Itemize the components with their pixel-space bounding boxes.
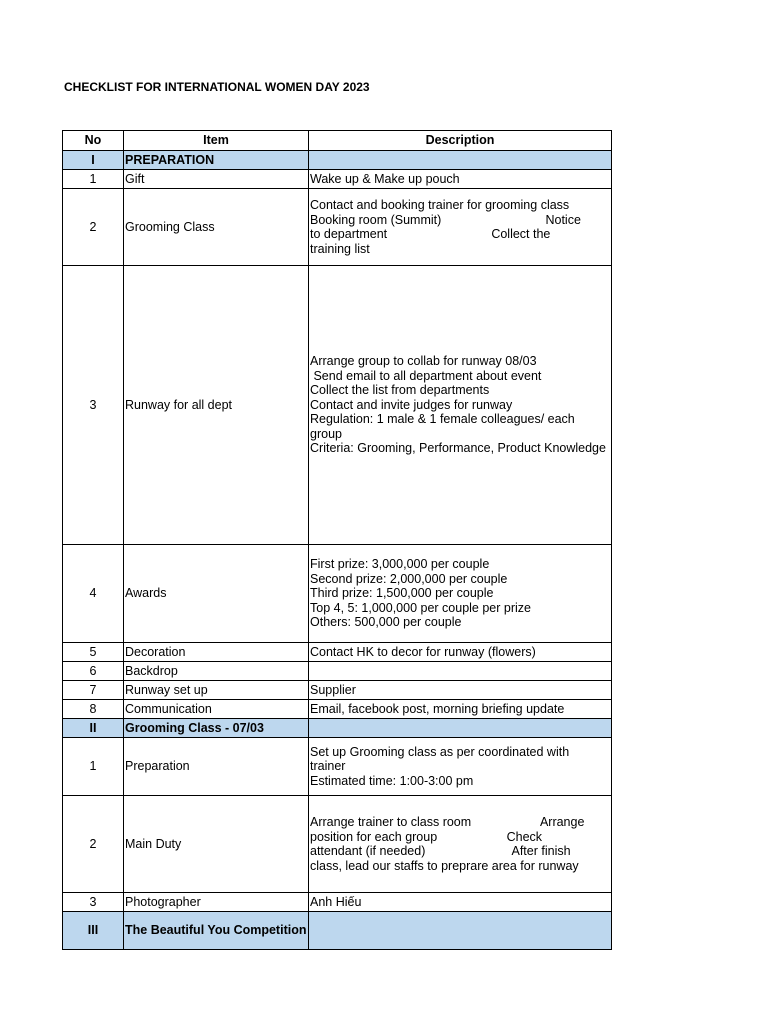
- description-line: Set up Grooming class as per coordinated with: [310, 744, 570, 759]
- section-row: [63, 151, 612, 170]
- table-row: [63, 893, 612, 912]
- row-item: Awards: [124, 545, 309, 643]
- row-description: [309, 151, 612, 170]
- table-row: [63, 796, 612, 893]
- section-row: [63, 719, 612, 738]
- table-row: [63, 700, 612, 719]
- description-line: Arrange trainer to class room Arrange: [310, 815, 585, 829]
- row-description: [309, 170, 612, 189]
- description-line: Contact HK to decor for runway (flowers): [310, 644, 536, 659]
- row-number: 6: [63, 662, 124, 681]
- description-line: Contact and booking trainer for grooming class: [310, 198, 570, 212]
- row-description: [309, 738, 612, 796]
- description-line: Booking room (Summit) Notice: [310, 212, 581, 227]
- description-line: Others: 500,000 per couple: [310, 615, 462, 630]
- table-row: [63, 643, 612, 662]
- description-line: training list: [310, 241, 370, 256]
- row-number: 2: [63, 189, 124, 266]
- row-number: II: [63, 719, 124, 738]
- document-title: CHECKLIST FOR INTERNATIONAL WOMEN DAY 2023: [64, 80, 370, 94]
- row-description: [309, 266, 612, 545]
- checklist-table: [62, 130, 612, 950]
- table-row: [63, 662, 612, 681]
- description-line: attendant (if needed) After finish: [310, 844, 571, 858]
- table-header-row: [63, 131, 612, 151]
- row-description: [309, 796, 612, 893]
- row-number: 4: [63, 545, 124, 643]
- row-item: Main Duty: [124, 796, 309, 893]
- description-line: class, lead our staffs to preprare area for runway: [310, 858, 579, 873]
- description-line: Collect the list from departments: [310, 383, 490, 398]
- table-row: [63, 189, 612, 266]
- row-number: 1: [63, 738, 124, 796]
- row-item: Backdrop: [124, 662, 309, 681]
- section-title: The Beautiful You Competition: [124, 912, 309, 950]
- description-line: trainer: [310, 759, 346, 774]
- description-line: Third prize: 1,500,000 per couple: [310, 586, 494, 601]
- row-number: III: [63, 912, 124, 950]
- row-item: Preparation: [124, 738, 309, 796]
- header-no: No: [63, 131, 124, 151]
- row-item: Gift: [124, 170, 309, 189]
- row-description: [309, 719, 612, 738]
- row-description: [309, 912, 612, 950]
- table-row: [63, 266, 612, 545]
- section-title: Grooming Class - 07/03: [124, 719, 309, 738]
- row-item: Communication: [124, 700, 309, 719]
- row-item: Runway for all dept: [124, 266, 309, 545]
- header-item: Item: [124, 131, 309, 151]
- description-line: First prize: 3,000,000 per couple: [310, 557, 490, 572]
- description-line: Supplier: [310, 682, 356, 697]
- row-description: [309, 662, 612, 681]
- description-line: to department Collect the: [310, 227, 551, 241]
- row-item: Photographer: [124, 893, 309, 912]
- row-number: I: [63, 151, 124, 170]
- section-title: PREPARATION: [124, 151, 309, 170]
- table-row: [63, 681, 612, 700]
- description-line: Send email to all department about event: [310, 368, 542, 383]
- description-line: Arrange group to collab for runway 08/03: [310, 354, 537, 369]
- row-number: 3: [63, 893, 124, 912]
- table-row: [63, 738, 612, 796]
- row-number: 1: [63, 170, 124, 189]
- description-line: Regulation: 1 male & 1 female colleagues/ each: [310, 412, 575, 427]
- row-number: 2: [63, 796, 124, 893]
- description-line: Contact and invite judges for runway: [310, 397, 513, 412]
- table-row: [63, 170, 612, 189]
- row-description: [309, 643, 612, 662]
- row-description: [309, 893, 612, 912]
- description-line: Anh Hiếu: [310, 894, 362, 909]
- row-item: Decoration: [124, 643, 309, 662]
- description-line: group: [310, 426, 342, 441]
- row-description: [309, 700, 612, 719]
- section-row: [63, 912, 612, 950]
- description-line: Wake up & Make up pouch: [310, 171, 460, 186]
- header-description: Description: [309, 131, 612, 151]
- row-number: 5: [63, 643, 124, 662]
- description-line: Email, facebook post, morning briefing update: [310, 701, 565, 716]
- description-line: position for each group Check: [310, 829, 543, 844]
- row-number: 8: [63, 700, 124, 719]
- row-description: [309, 681, 612, 700]
- description-line: Second prize: 2,000,000 per couple: [310, 571, 508, 586]
- row-number: 7: [63, 681, 124, 700]
- description-line: Criteria: Grooming, Performance, Product Knowledge: [310, 441, 606, 456]
- row-item: Grooming Class: [124, 189, 309, 266]
- row-description: [309, 189, 612, 266]
- table-row: [63, 545, 612, 643]
- row-description: [309, 545, 612, 643]
- description-line: Estimated time: 1:00-3:00 pm: [310, 773, 474, 788]
- row-number: 3: [63, 266, 124, 545]
- description-line: Top 4, 5: 1,000,000 per couple per prize: [310, 600, 531, 615]
- row-item: Runway set up: [124, 681, 309, 700]
